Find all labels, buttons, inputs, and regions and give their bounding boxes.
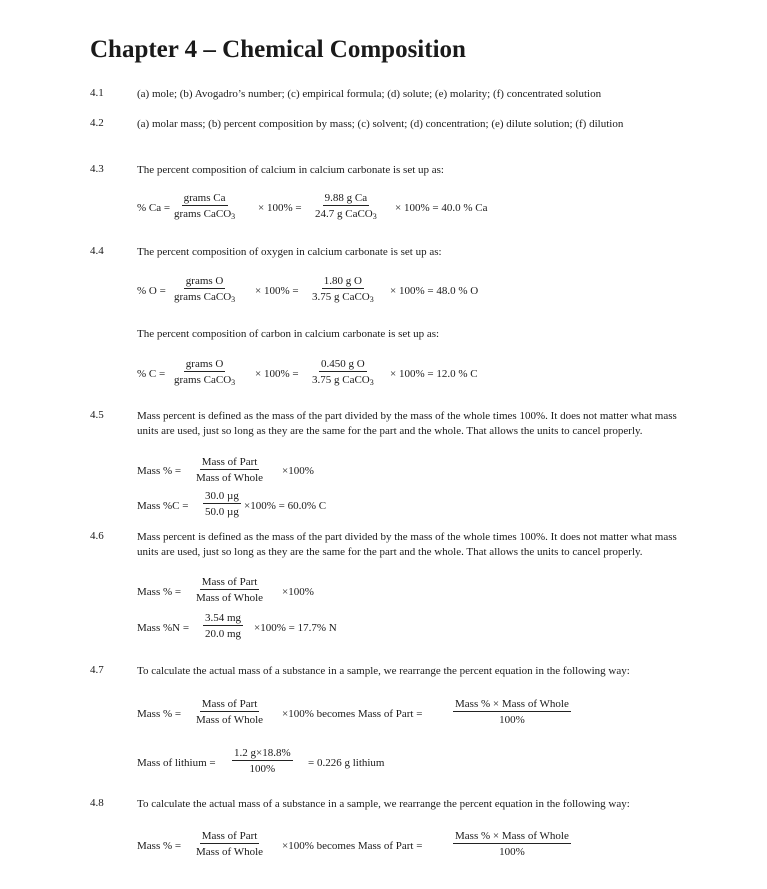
numerator: 9.88 g Ca [324,192,368,204]
denominator: 3.75 g CaCO$_3$ [312,291,374,304]
fraction [172,192,237,223]
denominator: Mass of Whole [196,846,264,858]
fraction [203,490,241,518]
page-title: Chapter 4 – Chemical Composition [90,36,466,63]
equation-lhs: % Ca = [137,202,171,214]
equation-tail: ×100% = 60.0% C [244,500,327,512]
denominator: 3.75 g CaCO$_3$ [312,374,374,387]
equation-operator: ×100% becomes Mass of Part = [282,708,423,720]
answer-text: To calculate the actual mass of a substance in a sample, we rearrange the percent equation in the following way: [137,798,630,810]
denominator: Mass of Whole [196,592,264,604]
fraction [232,747,293,775]
answer-text: Mass percent is defined as the mass of the part divided by the mass of the whole times 100%. It does not matter what mass units are used, just so long as they are the same for the part and the whole. That allows the units to cancel properly. [137,531,677,558]
numerator: Mass of Part [201,698,258,710]
denominator: Mass of Whole [196,714,264,726]
equation-result: × 100% = 12.0 % C [390,368,478,380]
problem-number: 4.2 [90,117,104,129]
equation-tail: = 0.226 g lithium [308,757,385,769]
equation-tail: ×100% [282,465,314,477]
equation-lhs: Mass of lithium = [137,757,216,769]
equation-operator: × 100% = [255,285,299,297]
problem-number: 4.8 [90,797,104,809]
equation-operator: × 100% = [258,202,302,214]
numerator: 1.80 g O [323,275,362,287]
intro-text: The percent composition of carbon in calcium carbonate is set up as: [137,328,440,340]
fraction [172,275,237,306]
fraction [453,830,571,858]
numerator: Mass of Part [201,456,258,468]
problem-number: 4.1 [90,87,104,99]
fraction [194,830,265,858]
denominator: 100% [249,763,276,775]
equation-result: × 100% = 48.0 % O [390,285,479,297]
intro-text: The percent composition of oxygen in calcium carbonate is set up as: [137,246,442,258]
denominator: Mass of Whole [196,472,264,484]
denominator: 100% [499,714,525,726]
denominator: 100% [499,846,525,858]
numerator: grams O [185,358,224,370]
equation-lhs: Mass % = [137,586,182,598]
fraction [310,358,376,389]
denominator: 20.0 mg [205,628,242,640]
numerator: Mass % × Mass of Whole [455,830,569,842]
numerator: 1.2 g×18.8% [234,747,291,759]
equation-lhs: % C = [137,368,166,380]
numerator: Mass % × Mass of Whole [455,698,569,710]
answer-text: Mass percent is defined as the mass of the part divided by the mass of the whole times 100%. It does not matter what mass units are used, just so long as they are the same for the part and the whole. That allows the units to cancel properly. [137,410,677,437]
answer-text: (a) molar mass; (b) percent composition by mass; (c) solvent; (d) concentration; (e) dilute solution; (f) dilution [137,118,624,130]
equation-operator: × 100% = [255,368,299,380]
numerator: Mass of Part [201,576,258,588]
answer-text: To calculate the actual mass of a substance in a sample, we rearrange the percent equation in the following way: [137,665,630,677]
numerator: Mass of Part [201,830,258,842]
fraction [310,275,376,306]
denominator: grams CaCO$_3$ [174,208,236,221]
numerator: 3.54 mg [205,612,242,624]
fraction [172,358,237,389]
intro-text: The percent composition of calcium in calcium carbonate is set up as: [137,164,444,176]
numerator: 0.450 g O [321,358,365,370]
fraction [194,456,265,484]
equation-lhs: Mass % = [137,465,182,477]
fraction [194,698,265,726]
numerator: grams O [185,275,224,287]
problem-number: 4.4 [90,245,104,257]
fraction [194,576,265,604]
fraction [313,192,379,223]
problem-number: 4.3 [90,163,104,175]
denominator: 50.0 µg [205,506,239,518]
equation-lhs: Mass %N = [137,622,190,634]
equation-tail: ×100% [282,586,314,598]
denominator: grams CaCO$_3$ [174,374,236,387]
answer-text: (a) mole; (b) Avogadro’s number; (c) empirical formula; (d) solute; (e) molarity; (f) concentrated solution [137,88,602,100]
denominator: grams CaCO$_3$ [174,291,236,304]
equation-tail: ×100% = 17.7% N [254,622,337,634]
numerator: grams Ca [183,192,226,204]
equation-lhs: % O = [137,285,166,297]
problem-number: 4.7 [90,664,104,676]
equation-result: × 100% = 40.0 % Ca [395,202,488,214]
equation-operator: ×100% becomes Mass of Part = [282,840,423,852]
equation-lhs: Mass %C = [137,500,189,512]
numerator: 30.0 µg [205,490,239,502]
denominator: 24.7 g CaCO$_3$ [315,208,377,221]
equation-lhs: Mass % = [137,708,182,720]
problem-number: 4.5 [90,409,104,421]
problem-number: 4.6 [90,530,104,542]
fraction [203,612,243,640]
equation-lhs: Mass % = [137,840,182,852]
fraction [453,698,571,726]
